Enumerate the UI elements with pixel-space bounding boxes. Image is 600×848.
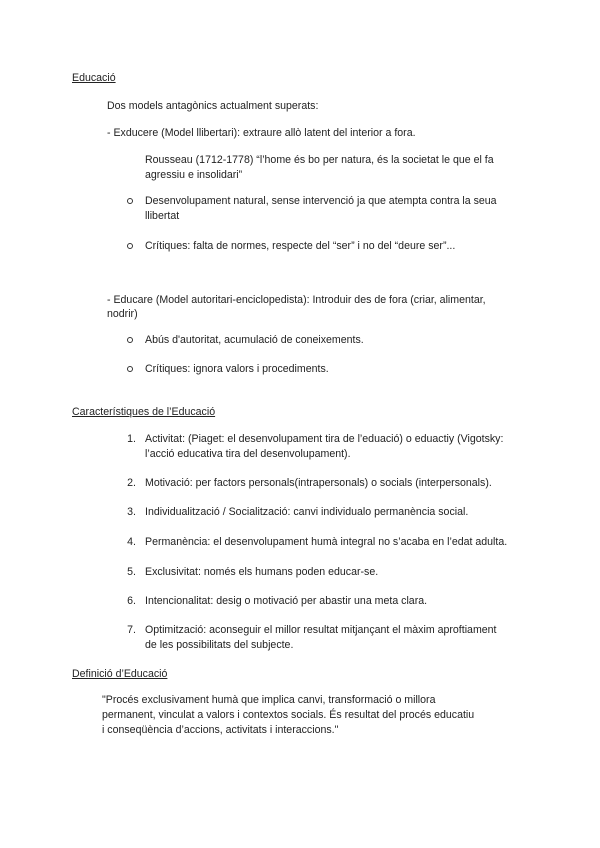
list-item-7-line2: de les possibilitats del subjecte. — [145, 639, 294, 651]
list-item-4: Permanència: el desenvolupament humà integral no s’acaba en l’edat adulta. — [145, 536, 508, 548]
bullet1-1-line2: llibertat — [145, 210, 180, 222]
heading-definicio: Definició d’Educació — [72, 668, 168, 680]
bullet-icon — [127, 198, 133, 204]
list-number: 5. — [127, 566, 136, 578]
model-educare-line2: nodrir) — [107, 308, 138, 320]
bullet-icon — [127, 366, 133, 372]
list-number: 3. — [127, 506, 136, 518]
list-number: 6. — [127, 595, 136, 607]
bullet1-1-line1: Desenvolupament natural, sense intervenció ja que atempta contra la seua — [145, 195, 497, 207]
list-item-1-line1: Activitat: (Piaget: el desenvolupament tira de l’eduació) o eduactiy (Vigotsky: — [145, 433, 504, 445]
heading-caracteristiques: Característiques de l’Educació — [72, 406, 216, 418]
bullet1-2-line1: Crítiques: falta de normes, respecte del “ser” i no del “deure ser”... — [145, 240, 456, 252]
rousseau-quote-line2: agressiu e insolidari” — [145, 169, 243, 181]
list-item-6: Intencionalitat: desig o motivació per abastir una meta clara. — [145, 595, 428, 607]
list-number: 7. — [127, 624, 136, 636]
model-educare-line1: - Educare (Model autoritari-enciclopedista): Introduir des de fora (criar, alimentar, — [107, 294, 486, 306]
list-item-5: Exclusivitat: només els humans poden educar-se. — [145, 566, 379, 578]
bullet2-1: Abús d'autoritat, acumulació de coneixements. — [145, 334, 364, 346]
model-exducere: - Exducere (Model llibertari): extraure allò latent del interior a fora. — [107, 127, 416, 139]
definition-line1: "Procés exclusivament humà que implica canvi, transformació o millora — [102, 694, 436, 706]
definition-line2: permanent, vinculat a valors i contextos socials. És resultat del procés educatiu — [102, 709, 475, 721]
list-item-7-line1: Optimització: aconseguir el millor resultat mitjançant el màxim aproftiament — [145, 624, 497, 636]
intro-text: Dos models antagònics actualment superats: — [107, 100, 319, 112]
bullet-icon — [127, 337, 133, 343]
bullet-icon — [127, 243, 133, 249]
list-item-3: Individualització / Socialització: canvi individualo permanència social. — [145, 506, 469, 518]
bullet2-2: Crítiques: ignora valors i procediments. — [145, 363, 329, 375]
definition-line3: i conseqüència d’accions, activitats i interaccions." — [102, 724, 339, 736]
list-item-2: Motivació: per factors personals(intrapersonals) o socials (interpersonals). — [145, 477, 492, 489]
list-number: 1. — [127, 433, 136, 445]
list-number: 4. — [127, 536, 136, 548]
heading-educacio: Educació — [72, 72, 116, 84]
list-item-1-line2: l’acció educativa tira del desenvolupament). — [145, 448, 351, 460]
rousseau-quote-line1: Rousseau (1712-1778) “l’home és bo per natura, és la societat le que el fa — [145, 154, 494, 166]
list-number: 2. — [127, 477, 136, 489]
